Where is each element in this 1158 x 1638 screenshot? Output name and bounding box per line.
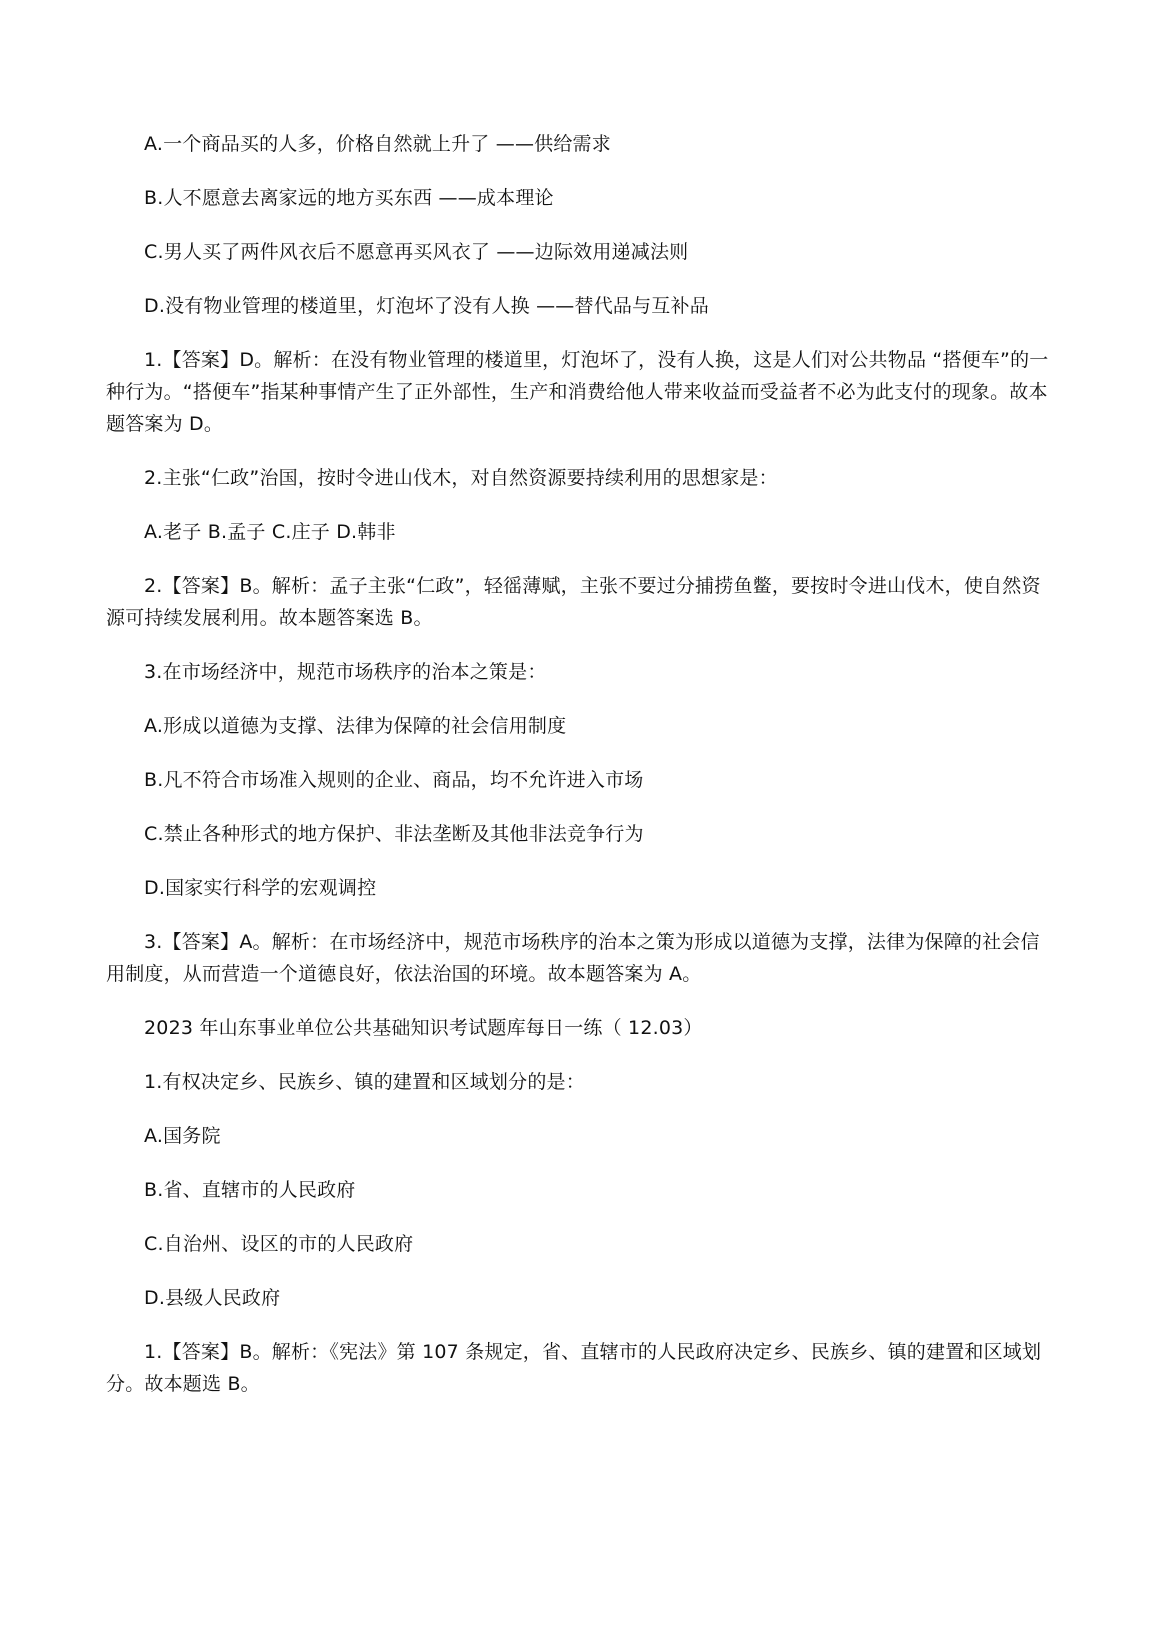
option-a-text: A.一个商品买的人多，价格自然就上升了 ——供给需求 xyxy=(144,133,611,155)
question-3-option-d: D.国家实行科学的宏观调控 xyxy=(144,877,377,899)
question-1-option-a: A.国务院 xyxy=(144,1125,221,1147)
question-1-option-c: C.自治州、设区的市的人民政府 xyxy=(144,1233,414,1255)
question-2: 2.主张“仁政”治国，按时令进山伐木，对自然资源要持续利用的思想家是： xyxy=(144,467,778,489)
answer-explanation-3: 3.【答案】A。解析：在市场经济中，规范市场秩序的治本之策为形成以道德为支撑，法律为保障的社会信用制度，从而营造一个道德良好，依法治国的环境。故本题答案为 A。 xyxy=(106,931,1040,985)
question-3-option-a: A.形成以道德为支撑、法律为保障的社会信用制度 xyxy=(144,715,567,737)
question-1-option-d: D.县级人民政府 xyxy=(144,1287,281,1309)
answer-explanation-1: 1.【答案】D。解析：在没有物业管理的楼道里，灯泡坏了，没有人换，这是人们对公共物品 “搭便车”的一种行为。“搭便车”指某种事情产生了正外部性，生产和消费给他人带来收益而受益者不必为此支付的现象。故本题答案为 D。 xyxy=(106,349,1049,435)
option-d-text: D.没有物业管理的楼道里，灯泡坏了没有人换 ——替代品与互补品 xyxy=(144,295,709,317)
question-1-new: 1.有权决定乡、民族乡、镇的建置和区域划分的是： xyxy=(144,1071,585,1093)
question-2-options: A.老子 B.孟子 C.庄子 D.韩非 xyxy=(144,521,396,543)
question-1-option-b: B.省、直辖市的人民政府 xyxy=(144,1179,356,1201)
question-3-option-b: B.凡不符合市场准入规则的企业、商品，均不允许进入市场 xyxy=(144,769,644,791)
section-heading: 2023 年山东事业单位公共基础知识考试题库每日一练（ 12.03） xyxy=(144,1017,703,1039)
question-3: 3.在市场经济中，规范市场秩序的治本之策是： xyxy=(144,661,547,683)
option-c-text: C.男人买了两件风衣后不愿意再买风衣了 ——边际效用递减法则 xyxy=(144,241,689,263)
option-b-text: B.人不愿意去离家远的地方买东西 ——成本理论 xyxy=(144,187,554,209)
answer-explanation-2: 2.【答案】B。解析：孟子主张“仁政”，轻徭薄赋，主张不要过分捕捞鱼鳖，要按时令进山伐木，使自然资源可持续发展利用。故本题答案选 B。 xyxy=(106,575,1041,629)
document-body xyxy=(106,128,1052,1400)
answer-explanation-new-1: 1.【答案】B。解析：《宪法》第 107 条规定，省、直辖市的人民政府决定乡、民族乡、镇的建置和区域划分。故本题选 B。 xyxy=(106,1341,1042,1395)
question-3-option-c: C.禁止各种形式的地方保护、非法垄断及其他非法竞争行为 xyxy=(144,823,644,845)
